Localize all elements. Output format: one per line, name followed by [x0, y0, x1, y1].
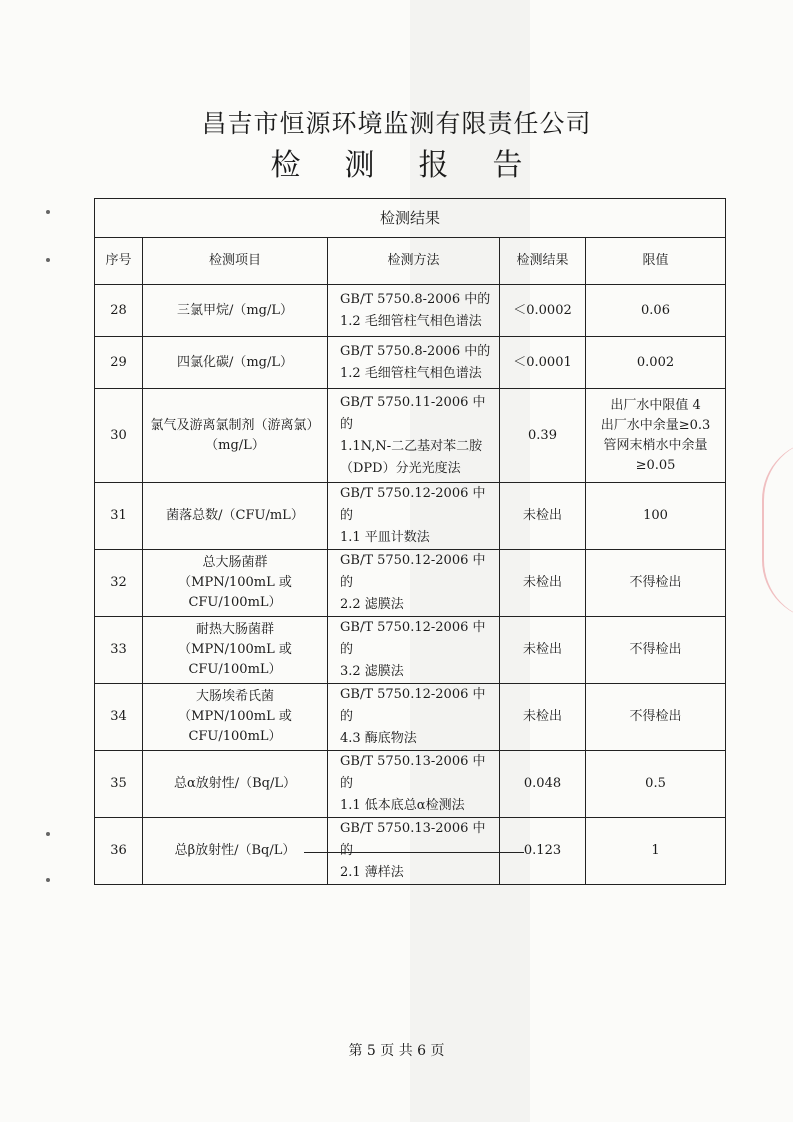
column-header-item: 检测项目 — [143, 238, 328, 285]
test-result: 未检出 — [500, 483, 586, 550]
test-method: GB/T 5750.12-2006 中的 1.1 平皿计数法 — [328, 483, 500, 550]
test-item: 三氯甲烷/（mg/L） — [143, 285, 328, 337]
test-method: GB/T 5750.12-2006 中的 4.3 酶底物法 — [328, 684, 500, 751]
scan-dot — [46, 210, 50, 214]
limit-value: 100 — [586, 483, 726, 550]
column-header-limit: 限值 — [586, 238, 726, 285]
row-number: 31 — [95, 483, 143, 550]
row-number: 34 — [95, 684, 143, 751]
column-header-result: 检测结果 — [500, 238, 586, 285]
table-row — [95, 483, 726, 550]
test-method: GB/T 5750.12-2006 中的 2.2 滤膜法 — [328, 550, 500, 617]
test-result: ＜0.0002 — [500, 285, 586, 337]
results-table — [94, 198, 726, 885]
table-row — [95, 617, 726, 684]
column-header-method: 检测方法 — [328, 238, 500, 285]
scan-dot — [46, 832, 50, 836]
test-item: 四氯化碳/（mg/L） — [143, 337, 328, 389]
test-method: GB/T 5750.13-2006 中的 1.1 低本底总α检测法 — [328, 751, 500, 818]
end-rule — [304, 852, 524, 853]
table-row — [95, 550, 726, 617]
table-row — [95, 337, 726, 389]
limit-value: 不得检出 — [586, 617, 726, 684]
test-method: GB/T 5750.12-2006 中的 3.2 滤膜法 — [328, 617, 500, 684]
company-name: 昌吉市恒源环境监测有限责任公司 — [201, 109, 592, 138]
table-row — [95, 684, 726, 751]
row-number: 30 — [95, 389, 143, 483]
column-header-no: 序号 — [95, 238, 143, 285]
test-method: GB/T 5750.11-2006 中的 1.1N,N-二乙基对苯二胺 （DPD）分光光度法 — [328, 389, 500, 483]
limit-value: 0.5 — [586, 751, 726, 818]
limit-value: 0.06 — [586, 285, 726, 337]
report-title: 检测报告 — [270, 148, 567, 183]
row-number: 35 — [95, 751, 143, 818]
test-method: GB/T 5750.8-2006 中的 1.2 毛细管柱气相色谱法 — [328, 285, 500, 337]
red-seal-mark — [762, 440, 793, 620]
row-number: 32 — [95, 550, 143, 617]
test-result: 0.048 — [500, 751, 586, 818]
row-number: 33 — [95, 617, 143, 684]
test-method: GB/T 5750.13-2006 中的 2.1 薄样法 — [328, 818, 500, 885]
limit-value: 1 — [586, 818, 726, 885]
limit-value: 出厂水中限值 4 出厂水中余量≥0.3 管网末梢水中余量 ≥0.05 — [586, 389, 726, 483]
table-row — [95, 818, 726, 885]
test-result: 未检出 — [500, 550, 586, 617]
row-number: 29 — [95, 337, 143, 389]
test-result: 未检出 — [500, 617, 586, 684]
table-caption: 检测结果 — [95, 199, 726, 238]
row-number: 28 — [95, 285, 143, 337]
scan-dot — [46, 878, 50, 882]
test-result: 未检出 — [500, 684, 586, 751]
test-result: 0.123 — [500, 818, 586, 885]
test-result: 0.39 — [500, 389, 586, 483]
test-item: 氯气及游离氯制剂（游离氯） （mg/L） — [143, 389, 328, 483]
table-row — [95, 751, 726, 818]
limit-value: 不得检出 — [586, 550, 726, 617]
test-result: ＜0.0001 — [500, 337, 586, 389]
table-row — [95, 389, 726, 483]
table-header-row — [95, 238, 726, 285]
row-number: 36 — [95, 818, 143, 885]
test-item: 总大肠菌群 （MPN/100mL 或 CFU/100mL） — [143, 550, 328, 617]
test-item: 总α放射性/（Bq/L） — [143, 751, 328, 818]
limit-value: 不得检出 — [586, 684, 726, 751]
test-item: 耐热大肠菌群 （MPN/100mL 或 CFU/100mL） — [143, 617, 328, 684]
test-method: GB/T 5750.8-2006 中的 1.2 毛细管柱气相色谱法 — [328, 337, 500, 389]
limit-value: 0.002 — [586, 337, 726, 389]
table-row — [95, 285, 726, 337]
page-number: 第 5 页 共 6 页 — [348, 1043, 445, 1059]
scan-dot — [46, 258, 50, 262]
test-item: 大肠埃希氏菌 （MPN/100mL 或 CFU/100mL） — [143, 684, 328, 751]
test-item: 总β放射性/（Bq/L） — [143, 818, 328, 885]
test-item: 菌落总数/（CFU/mL） — [143, 483, 328, 550]
